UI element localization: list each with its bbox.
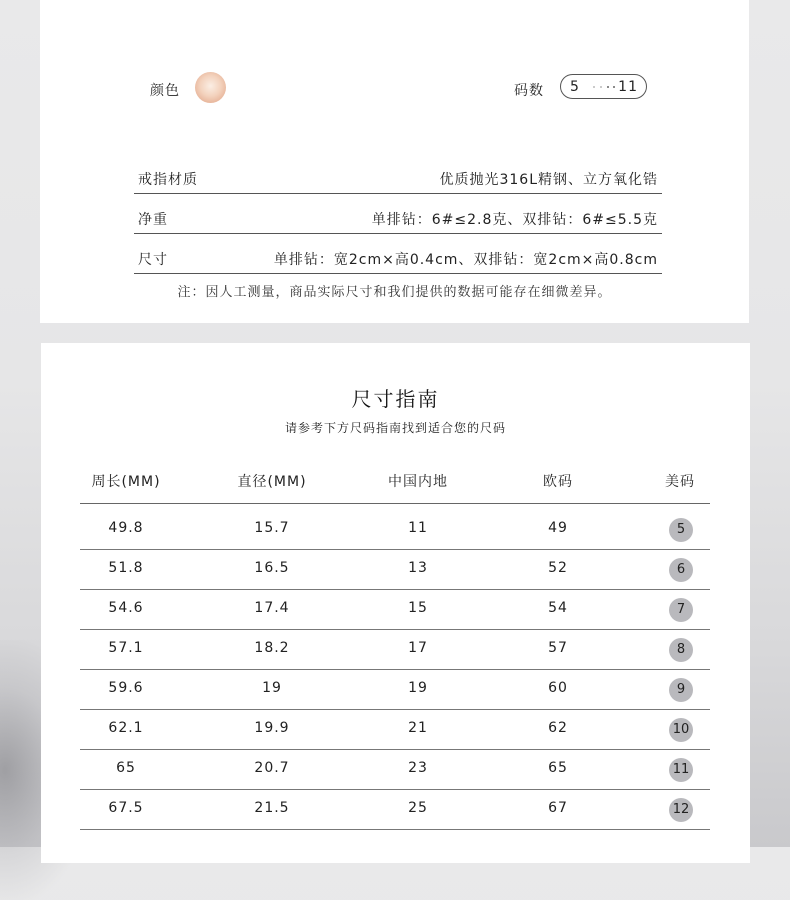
cell-eu-size: 65: [548, 760, 568, 776]
table-row: [80, 510, 710, 550]
cell-china-size: 25: [408, 800, 428, 816]
table-row: [80, 790, 710, 830]
cell-circumference: 54.6: [108, 600, 144, 616]
cell-eu-size: 54: [548, 600, 568, 616]
cell-diameter: 15.7: [254, 520, 290, 536]
cell-circumference: 65: [116, 760, 136, 776]
cell-circumference: 62.1: [108, 720, 144, 736]
spec-value: 单排钻：6#≤2.8克、双排钻：6#≤5.5克: [371, 212, 658, 228]
spec-row-weight: [134, 208, 662, 234]
us-size-badge: 6: [669, 558, 693, 582]
us-size-badge: 7: [669, 598, 693, 622]
cell-eu-size: 49: [548, 520, 568, 536]
size-label: 码数: [514, 83, 544, 99]
cell-china-size: 15: [408, 600, 428, 616]
table-row: [80, 670, 710, 710]
header-china-size: 中国内地: [388, 474, 448, 490]
cell-eu-size: 60: [548, 680, 568, 696]
us-size-badge: 12: [669, 798, 693, 822]
cell-circumference: 59.6: [108, 680, 144, 696]
cell-circumference: 67.5: [108, 800, 144, 816]
spec-value: 单排钻：宽2cm×高0.4cm、双排钻：宽2cm×高0.8cm: [273, 252, 658, 268]
product-spec-panel: [40, 0, 749, 323]
us-size-badge: 9: [669, 678, 693, 702]
cell-circumference: 49.8: [108, 520, 144, 536]
cell-diameter: 20.7: [254, 760, 290, 776]
spec-key: 戒指材质: [138, 172, 198, 188]
size-range-selector[interactable]: [560, 74, 647, 99]
cell-circumference: 51.8: [108, 560, 144, 576]
spec-key: 尺寸: [138, 252, 168, 268]
cell-china-size: 13: [408, 560, 428, 576]
cell-eu-size: 57: [548, 640, 568, 656]
spec-row-material: [134, 168, 662, 194]
size-guide-panel: [41, 343, 750, 863]
cell-china-size: 21: [408, 720, 428, 736]
us-size-badge: 10: [669, 718, 693, 742]
header-circumference: 周长(MM): [91, 474, 161, 490]
us-size-badge: 8: [669, 638, 693, 662]
spec-key: 净重: [138, 212, 168, 228]
spec-value: 优质抛光316L精钢、立方氧化锆: [439, 172, 658, 188]
us-size-badge: 5: [669, 518, 693, 542]
cell-eu-size: 62: [548, 720, 568, 736]
cell-china-size: 17: [408, 640, 428, 656]
table-row: [80, 630, 710, 670]
cell-eu-size: 52: [548, 560, 568, 576]
color-label: 颜色: [150, 83, 180, 99]
table-header-divider: [80, 503, 710, 504]
table-row: [80, 750, 710, 790]
cell-eu-size: 67: [548, 800, 568, 816]
color-swatch-rose-gold[interactable]: [195, 72, 226, 103]
header-eu-size: 欧码: [543, 474, 573, 490]
cell-china-size: 11: [408, 520, 428, 536]
size-guide-subtitle: 请参考下方尺码指南找到适合您的尺码: [284, 421, 506, 435]
table-row: [80, 590, 710, 630]
spec-row-size: [134, 248, 662, 274]
table-row: [80, 550, 710, 590]
cell-diameter: 17.4: [254, 600, 290, 616]
cell-diameter: 18.2: [254, 640, 290, 656]
size-guide-title: 尺寸指南: [351, 387, 440, 411]
measurement-note: 注：因人工测量，商品实际尺寸和我们提供的数据可能存在细微差异。: [177, 285, 612, 300]
cell-china-size: 23: [408, 760, 428, 776]
us-size-badge: 11: [669, 758, 693, 782]
cell-diameter: 19.9: [254, 720, 290, 736]
table-row: [80, 710, 710, 750]
cell-china-size: 19: [408, 680, 428, 696]
ellipsis-icon: [593, 86, 615, 88]
size-range-from: 5: [570, 79, 579, 95]
cell-diameter: 19: [262, 680, 282, 696]
header-us-size: 美码: [665, 474, 695, 490]
cell-diameter: 21.5: [254, 800, 290, 816]
size-range-to: 11: [618, 79, 638, 95]
cell-circumference: 57.1: [108, 640, 144, 656]
cell-diameter: 16.5: [254, 560, 290, 576]
header-diameter: 直径(MM): [237, 474, 307, 490]
